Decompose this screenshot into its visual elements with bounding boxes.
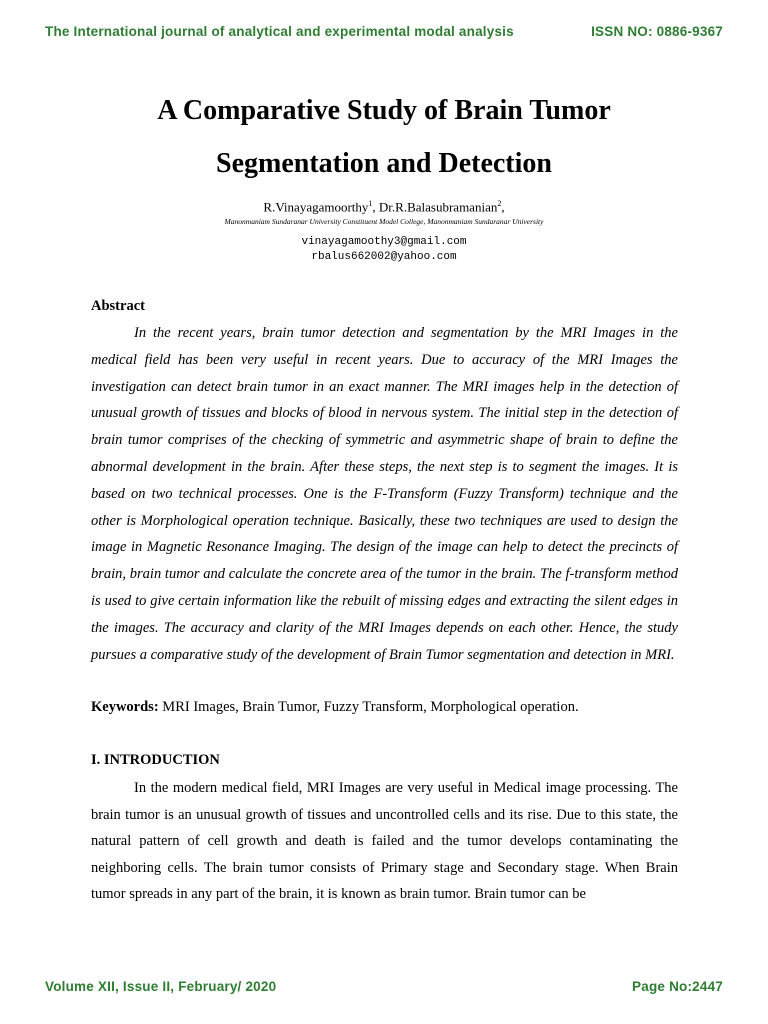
author-1: R.Vinayagamoorthy <box>263 199 369 215</box>
author-2: Dr.R.Balasubramanian <box>378 199 498 215</box>
abstract-heading: Abstract <box>91 298 145 314</box>
paper-title-line-1: A Comparative Study of Brain Tumor <box>157 95 611 126</box>
page-number: Page No:2447 <box>632 979 723 994</box>
paper-title-line-2: Segmentation and Detection <box>216 148 552 179</box>
keywords-text: MRI Images, Brain Tumor, Fuzzy Transform, Morphological operation. <box>158 699 579 715</box>
author-2-affil-mark: 2 <box>497 199 502 208</box>
author-separator: , <box>372 199 379 215</box>
volume-info: Volume XII, Issue II, February/ 2020 <box>45 979 277 994</box>
author-1-affil-mark: 1 <box>368 199 373 208</box>
introduction-body <box>91 775 678 908</box>
keywords-label: Keywords: <box>91 699 159 715</box>
author-line <box>0 199 768 215</box>
keywords-line <box>91 699 579 716</box>
introduction-paragraph: In the modern medical field, MRI Images are very useful in Medical image processing. The brain tumor is an unusual growth of tissues and uncontrolled cells and its rise. Due to this state, the natural pattern of cell growth and death is failed and the tumor develops contaminating the neighboring cells. The brain tumor consists of Primary stage and Secondary stage. When Brain tumor spreads in any part of the brain, it is known as brain tumor. Brain tumor can be <box>91 780 678 902</box>
email-1: vinayagamoothy3@gmail.com <box>301 236 467 248</box>
page-footer <box>45 979 723 994</box>
page-header <box>45 24 723 39</box>
issn-number: ISSN NO: 0886-9367 <box>591 24 723 39</box>
email-2: rbalus662002@yahoo.com <box>311 251 457 263</box>
abstract-body <box>91 320 678 668</box>
abstract-paragraph: In the recent years, brain tumor detection and segmentation by the MRI Images in the medical field has been very useful in recent years. Due to accuracy of the MRI Images the investigation can detect brain tumor in an exact manner. The MRI images help in the detection of unusual growth of tissues and blocks of blood in nervous system. The initial step in the detection of brain tumor comprises of the checking of symmetric and asymmetric shape of brain to define the abnormal development in the brain. After these steps, the next step is to segment the images. It is based on two technical processes. One is the F-Transform (Fuzzy Transform) technique and the other is Morphological operation technique. Basically, these two techniques are used to design the image in Magnetic Resonance Imaging. The design of the image can help to detect the precincts of brain, brain tumor and calculate the concrete area of the tumor in the brain. The f-transform method is used to give certain information like the rebuilt of missing edges and extracting the silent edges in the images. The accuracy and clarity of the MRI Images depends on each other. Hence, the study pursues a comparative study of the development of Brain Tumor segmentation and detection in MRI. <box>91 325 678 663</box>
journal-name: The International journal of analytical and experimental modal analysis <box>45 24 514 39</box>
author-end: , <box>501 199 505 215</box>
introduction-heading: I. INTRODUCTION <box>91 752 220 768</box>
affiliation: Manonmaniam Sundaranar University Constituent Model College, Manonmaniam Sundaranar University <box>224 217 544 226</box>
